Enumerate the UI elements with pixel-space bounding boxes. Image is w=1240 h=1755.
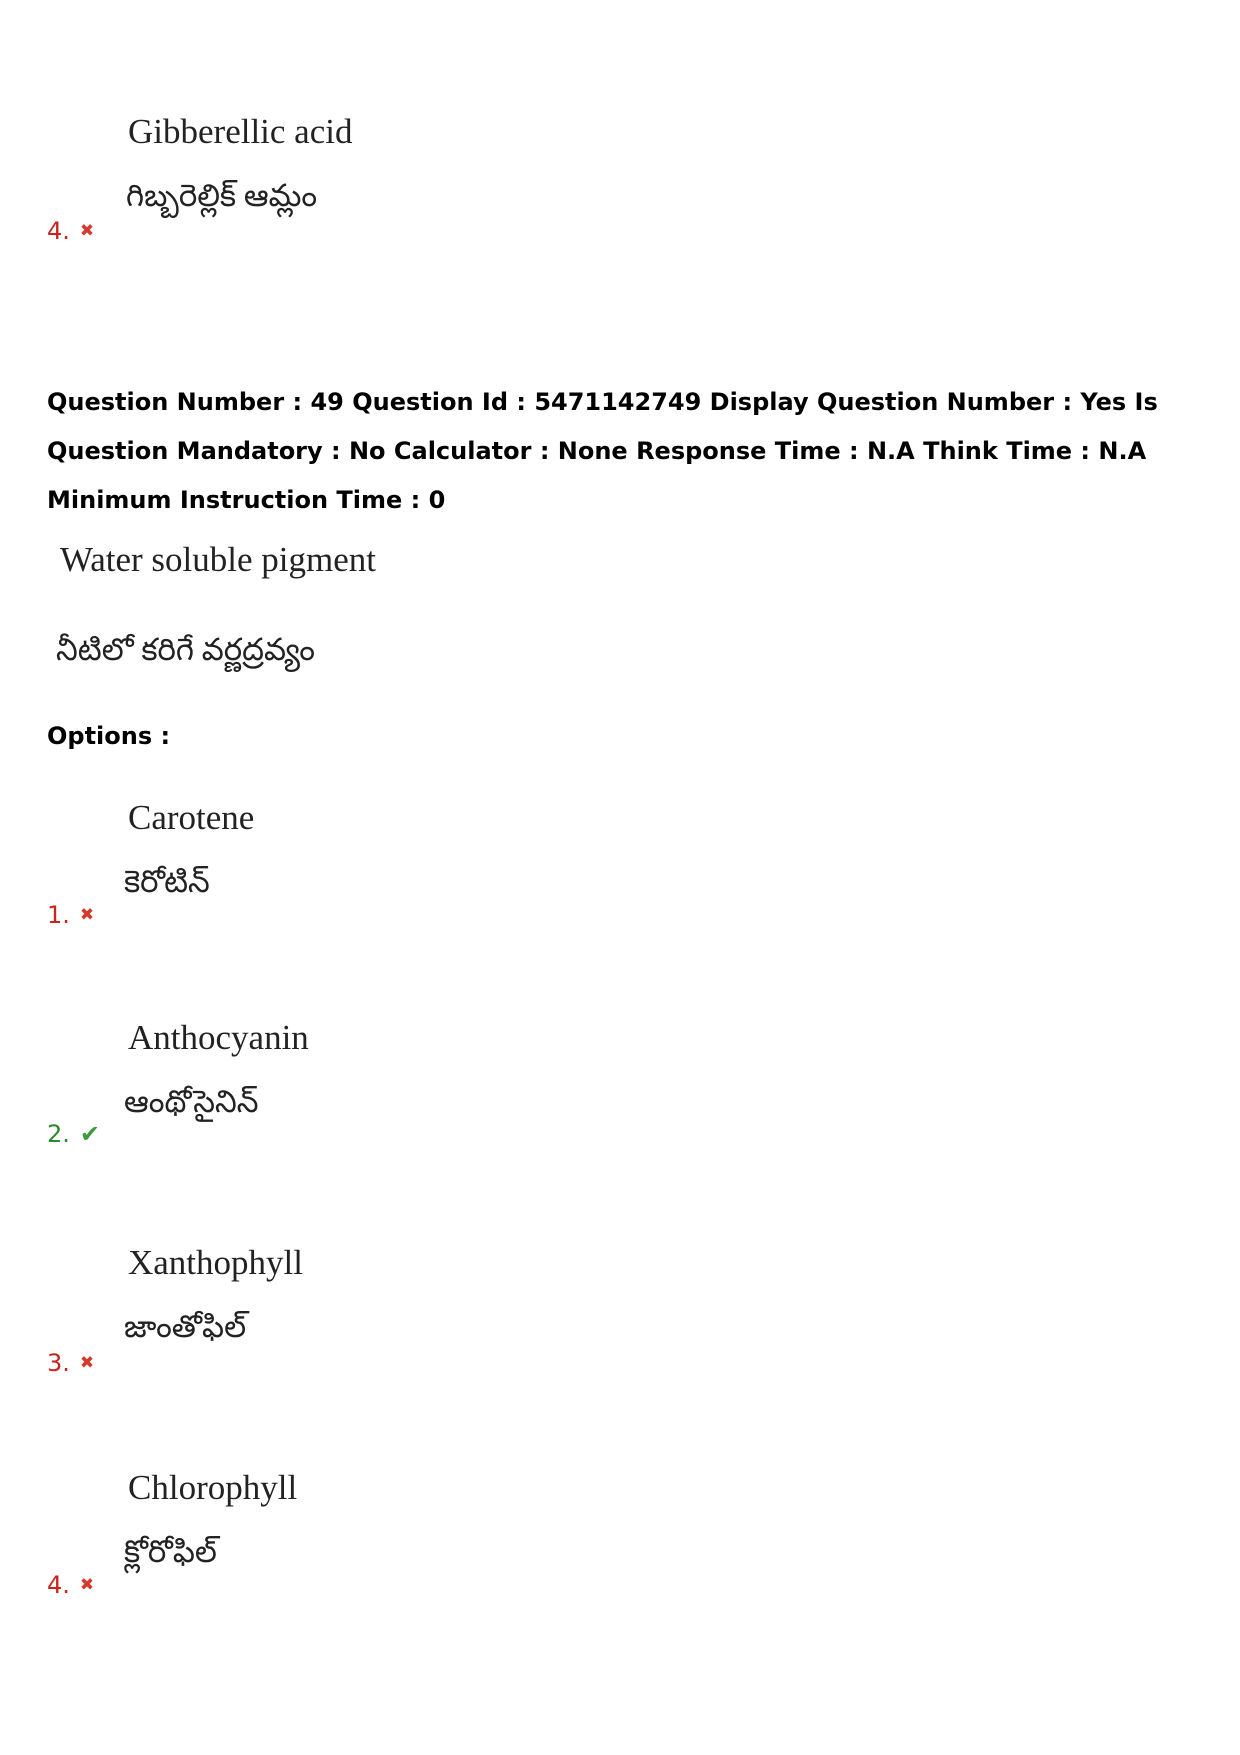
option-number-label: 3. bbox=[47, 1349, 70, 1377]
option-number-label: 1. bbox=[47, 901, 70, 929]
check-mark-icon: ✔ bbox=[79, 1120, 101, 1148]
question-telugu-text: నీటిలో కరిగే వర్ణద్రవ్యం bbox=[56, 632, 315, 667]
option-number-label: 4. bbox=[47, 1571, 70, 1599]
option-english-text: Chlorophyll bbox=[128, 1468, 298, 1507]
option-english-text: Xanthophyll bbox=[128, 1243, 303, 1282]
option-number-label: 2. bbox=[47, 1120, 70, 1148]
option-telugu-text: క్లోరోఫిల్ bbox=[124, 1534, 217, 1569]
option-telugu-text: జాంతోఫిల్ bbox=[124, 1309, 247, 1344]
option-english-text: Anthocyanin bbox=[128, 1018, 309, 1057]
option-telugu-text: గిబ్బరెల్లిక్ ఆమ్లం bbox=[126, 178, 318, 213]
question-english-text: Water soluble pigment bbox=[60, 540, 376, 579]
option-number bbox=[47, 1120, 100, 1148]
wrong-mark-icon: ✖ bbox=[79, 1353, 95, 1373]
option-number-label: 4. bbox=[47, 217, 70, 245]
options-label: Options : bbox=[47, 722, 171, 750]
option-number bbox=[47, 901, 94, 929]
option-number bbox=[47, 217, 94, 245]
option-telugu-text: ఆంథోసైనిన్ bbox=[124, 1084, 259, 1119]
option-english-text: Gibberellic acid bbox=[128, 112, 353, 151]
option-number bbox=[47, 1571, 94, 1599]
wrong-mark-icon: ✖ bbox=[79, 221, 95, 241]
option-number bbox=[47, 1349, 94, 1377]
option-telugu-text: కెరోటిన్ bbox=[124, 864, 210, 899]
question-meta: Question Number : 49 Question Id : 5471142749 Display Question Number : Yes Is Question Mandatory : No Calculator : None Response Time : N.A Think Time : N.A Minimum Instruction Time : 0 bbox=[47, 388, 1158, 514]
wrong-mark-icon: ✖ bbox=[79, 1575, 95, 1595]
option-english-text: Carotene bbox=[128, 798, 255, 837]
wrong-mark-icon: ✖ bbox=[79, 905, 95, 925]
